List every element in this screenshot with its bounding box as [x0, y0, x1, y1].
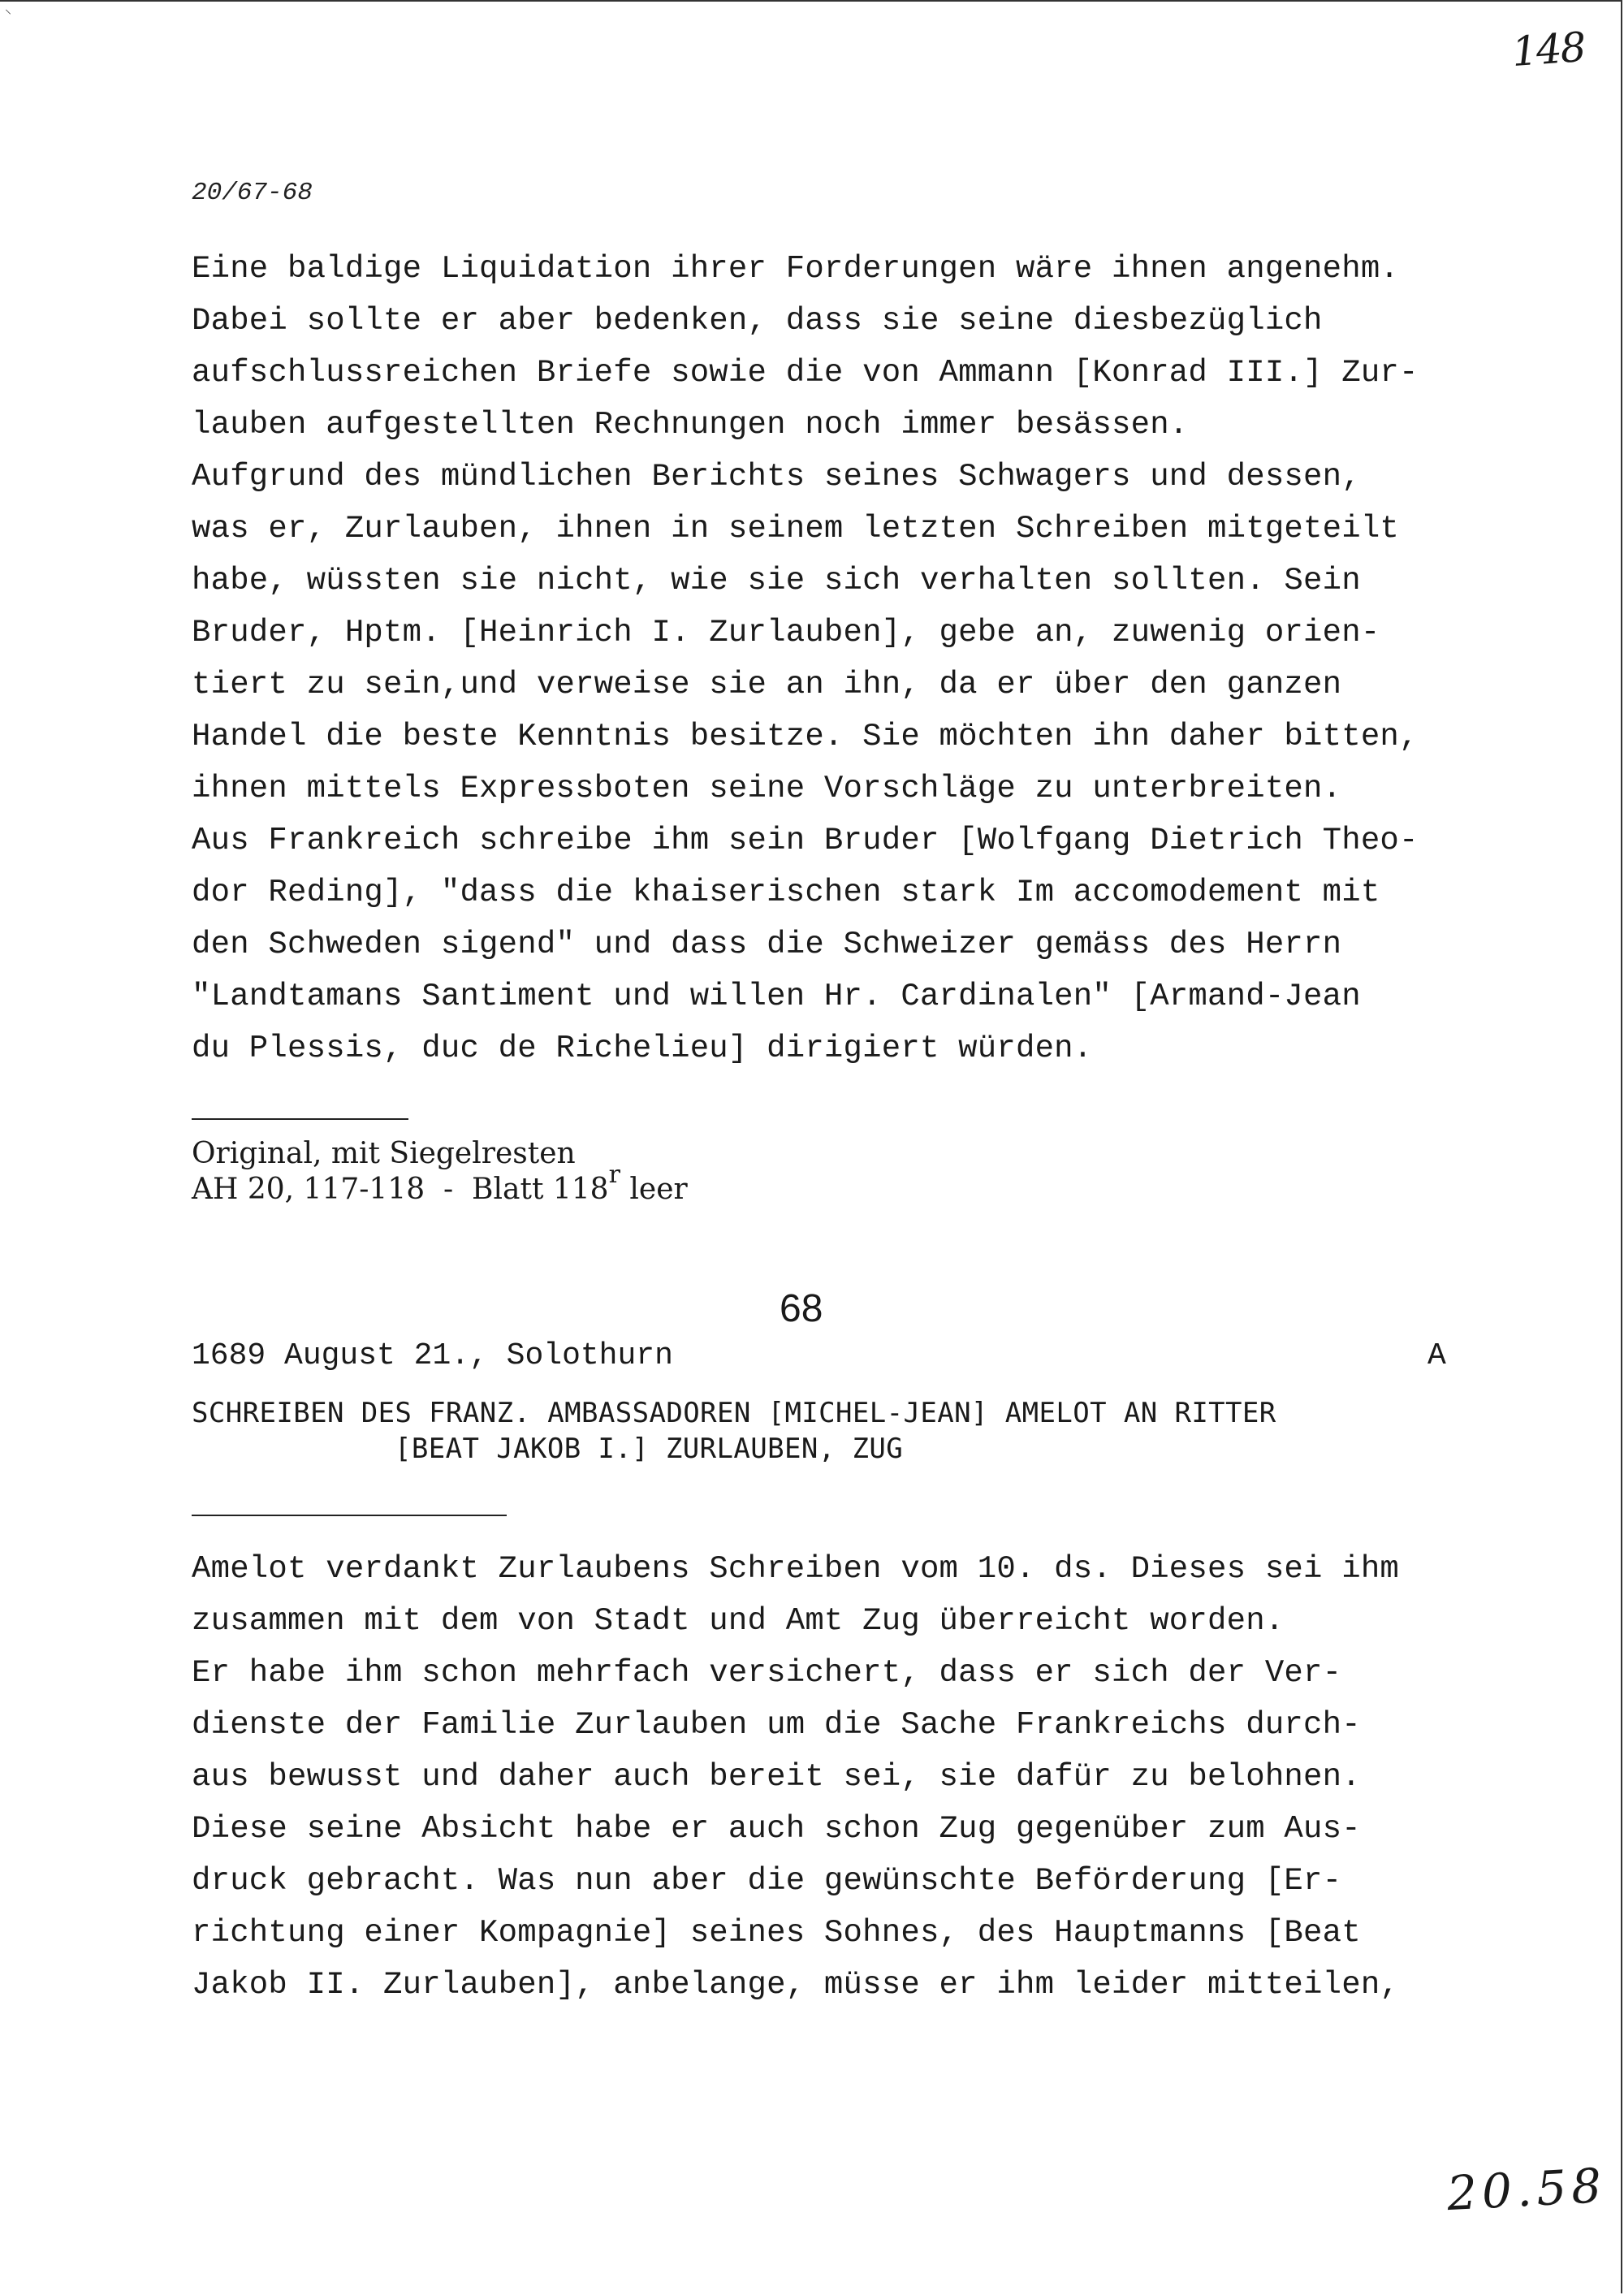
- summary-68-line: aus bewusst und daher auch bereit sei, sie dafür zu belohnen.: [192, 1759, 1361, 1795]
- document-number: 68: [780, 1287, 823, 1330]
- summary-68-line: dienste der Familie Zurlauben um die Sache Frankreichs durch-: [192, 1707, 1361, 1743]
- summary-67-line: Dabei sollte er aber bedenken, dass sie seine diesbezüglich: [192, 303, 1323, 339]
- document-reference: 20/67-68: [192, 179, 313, 207]
- summary-68-line: Amelot verdankt Zurlaubens Schreiben vom 10. ds. Dieses sei ihm: [192, 1551, 1400, 1587]
- summary-67-line: dor Reding], "dass die khaiserischen stark Im accomodement mit: [192, 875, 1380, 910]
- document-title-line: SCHREIBEN DES FRANZ. AMBASSADOREN [MICHEL-JEAN] AMELOT AN RITTER: [192, 1397, 1276, 1429]
- summary-67-line: Handel die beste Kenntnis besitze. Sie möchten ihn daher bitten,: [192, 719, 1419, 754]
- summary-67-line: du Plessis, duc de Richelieu] dirigiert würden.: [192, 1031, 1093, 1066]
- summary-67-line: tiert zu sein,und verweise sie an ihn, da er über den ganzen: [192, 667, 1342, 702]
- document-title-line: [BEAT JAKOB I.] ZURLAUBEN, ZUG: [395, 1433, 904, 1465]
- handwritten-page-number: 148: [1510, 23, 1587, 76]
- footnote-divider: [192, 1118, 408, 1120]
- summary-68-line: zusammen mit dem von Stadt und Amt Zug überreicht worden.: [192, 1603, 1285, 1639]
- summary-67-line: Eine baldige Liquidation ihrer Forderungen wäre ihnen angenehm.: [192, 251, 1400, 287]
- summary-68-line: Jakob II. Zurlauben], anbelange, müsse er ihm leider mitteilen,: [192, 1967, 1400, 2003]
- summary-67-line: ihnen mittels Expressboten seine Vorschläge zu unterbreiten.: [192, 771, 1342, 806]
- folio-superscript: r: [608, 1160, 620, 1189]
- summary-68-line: richtung einer Kompagnie] seines Sohnes, des Hauptmanns [Beat: [192, 1915, 1361, 1951]
- summary-67-line: aufschlussreichen Briefe sowie die von Ammann [Konrad III.] Zur-: [192, 355, 1419, 391]
- source-note-prefix: AH 20, 117-118 - Blatt 118: [192, 1173, 609, 1206]
- corner-mark: ⸌: [5, 8, 12, 23]
- summary-67-line: Aufgrund des mündlichen Berichts seines Schwagers und dessen,: [192, 459, 1361, 495]
- source-note-line: [192, 1160, 688, 1209]
- document-type-letter: A: [1427, 1338, 1446, 1373]
- summary-67-line: habe, wüssten sie nicht, wie sie sich verhalten sollten. Sein: [192, 563, 1361, 599]
- summary-67-line: "Landtamans Santiment und willen Hr. Cardinalen" [Armand-Jean: [192, 979, 1361, 1014]
- summary-67-line: lauben aufgestellten Rechnungen noch immer besässen.: [192, 407, 1189, 443]
- source-note-suffix: leer: [620, 1173, 688, 1206]
- handwritten-archive-number: 20.58: [1445, 2157, 1608, 2222]
- summary-68-line: Diese seine Absicht habe er auch schon Zug gegenüber zum Aus-: [192, 1811, 1361, 1847]
- source-note-line: Original, mit Siegelresten: [192, 1137, 576, 1170]
- summary-67-line: Aus Frankreich schreibe ihm sein Bruder [Wolfgang Dietrich Theo-: [192, 823, 1419, 858]
- summary-67-line: was er, Zurlauben, ihnen in seinem letzten Schreiben mitgeteilt: [192, 511, 1400, 547]
- summary-68-line: druck gebracht. Was nun aber die gewünschte Beförderung [Er-: [192, 1863, 1342, 1899]
- date-place: 1689 August 21., Solothurn: [192, 1338, 673, 1373]
- title-divider: [192, 1515, 507, 1516]
- summary-67-line: den Schweden sigend" und dass die Schweizer gemäss des Herrn: [192, 927, 1342, 962]
- summary-67-line: Bruder, Hptm. [Heinrich I. Zurlauben], gebe an, zuwenig orien-: [192, 615, 1380, 650]
- summary-68-line: Er habe ihm schon mehrfach versichert, dass er sich der Ver-: [192, 1655, 1342, 1691]
